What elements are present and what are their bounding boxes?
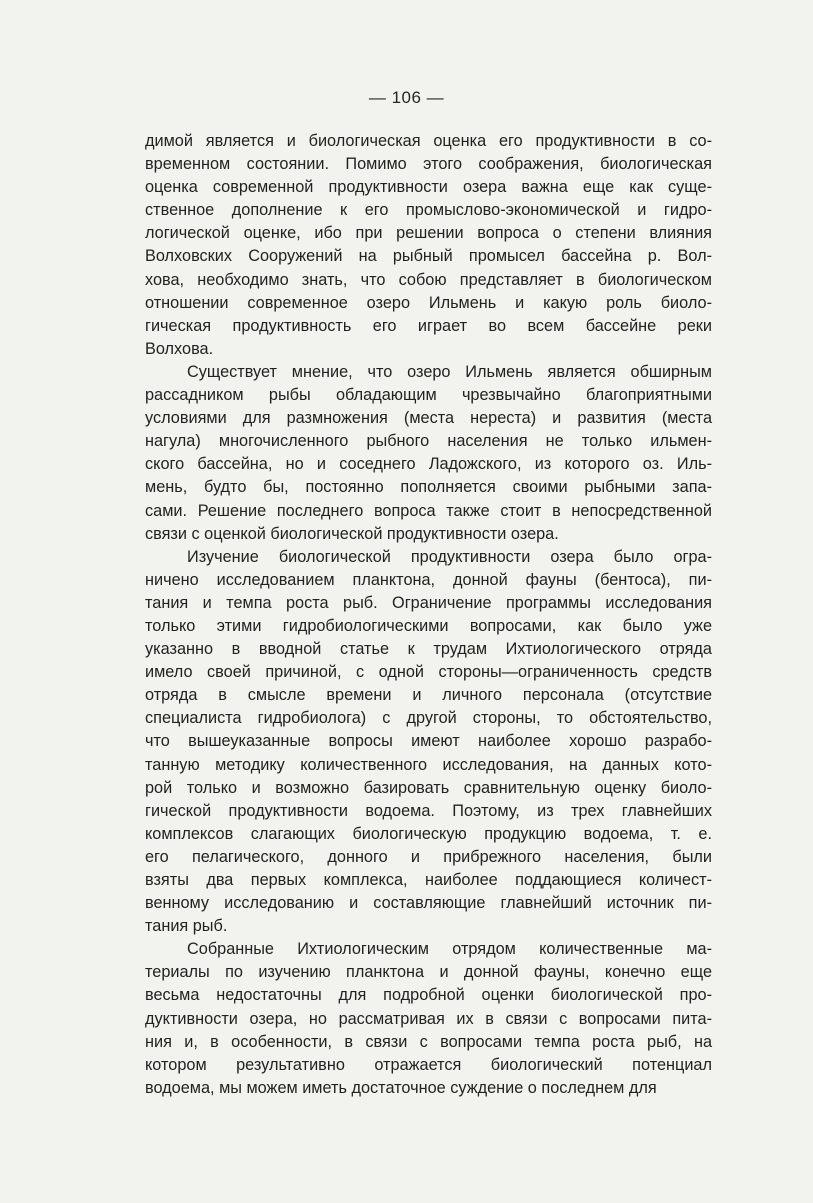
text-line: связи с оценкой биологической продуктивности озера. xyxy=(145,524,559,543)
paragraph xyxy=(145,130,712,361)
text-line: отряда в смысле времени и личного персонала (отсутствие xyxy=(145,686,712,705)
text-line: териалы по изучению планктона и донной фауны, конечно еще xyxy=(145,963,712,982)
text-line: мень, будто бы, постоянно пополняется своими рыбными запа- xyxy=(145,478,712,497)
text-line: котором результативно отражается биологический потенциал xyxy=(145,1055,712,1074)
paragraph xyxy=(145,546,712,939)
paragraph xyxy=(145,938,712,1100)
text-line: указанно в вводной статье к трудам Ихтиологического отряда xyxy=(145,640,712,659)
text-line: рассадником рыбы обладающим чрезвычайно благоприятными xyxy=(145,386,712,405)
text-line: условиями для размножения (места нереста) и развития (места xyxy=(145,409,712,428)
text-line: венному исследованию и составляющие главнейший источник пи- xyxy=(145,894,712,913)
text-line: что вышеуказанные вопросы имеют наиболее хорошо разрабо- xyxy=(145,732,712,751)
text-line: только этими гидробиологическими вопросами, как было уже xyxy=(145,616,712,635)
text-line: временном состоянии. Помимо этого соображения, биологическая xyxy=(145,155,712,174)
text-line: отношении современное озеро Ильмень и какую роль биоло- xyxy=(145,293,712,312)
text-line: Изучение биологической продуктивности озера было огра- xyxy=(187,547,712,566)
text-line: ничено исследованием планктона, донной фауны (бентоса), пи- xyxy=(145,570,712,589)
text-line: тания рыб. xyxy=(145,917,228,936)
text-line: его пелагического, донного и прибрежного населения, были xyxy=(145,847,712,866)
text-line: Волховских Сооружений на рыбный промысел бассейна р. Вол- xyxy=(145,247,712,266)
paragraph xyxy=(145,361,712,546)
text-line: взяты два первых комплекса, наиболее поддающиеся количест- xyxy=(145,871,712,889)
text-line: ского бассейна, но и соседнего Ладожского, из которого оз. Иль- xyxy=(145,455,712,474)
text-line: ния и, в особенности, в связи с вопросами темпа роста рыб, на xyxy=(145,1032,712,1051)
text-line: дуктивности озера, но рассматривая их в связи с вопросами пита- xyxy=(145,1009,712,1028)
page-number: — 106 — xyxy=(368,88,445,107)
text-line: ственное дополнение к его промыслово-экономической и гидро- xyxy=(145,201,712,220)
text-line: весьма недостаточны для подробной оценки биологической про- xyxy=(145,986,712,1005)
text-line: танную методику количественного исследования, на данных кото- xyxy=(145,755,712,774)
text-line: тания и темпа роста рыб. Ограничение программы исследования xyxy=(145,593,712,612)
text-line: нагула) многочисленного рыбного населения не только ильмен- xyxy=(145,432,712,451)
text-line: логической оценке, ибо при решении вопроса о степени влияния xyxy=(145,224,712,243)
text-line: Существует мнение, что озеро Ильмень является обширным xyxy=(187,362,712,381)
body-text xyxy=(145,130,712,1100)
text-line: гической продуктивности водоема. Поэтому, из трех главнейших xyxy=(145,801,712,820)
text-line: димой является и биологическая оценка его продуктивности в со- xyxy=(145,132,712,150)
text-line: водоема, мы можем иметь достаточное суждение о последнем для xyxy=(145,1078,657,1097)
text-line: Волхова. xyxy=(145,339,214,358)
text-line: Собранные Ихтиологическим отрядом количественные ма- xyxy=(187,940,712,959)
text-line: специалиста гидробиолога) с другой стороны, то обстоятельство, xyxy=(145,709,712,728)
text-line: оценка современной продуктивности озера важна еще как суще- xyxy=(145,178,712,197)
text-line: комплексов слагающих биологическую продукцию водоема, т. е. xyxy=(145,824,712,843)
text-line: сами. Решение последнего вопроса также стоит в непосредственной xyxy=(145,501,712,520)
text-line: имело своей причиной, с одной стороны—ограниченность средств xyxy=(145,663,712,682)
text-line: хова, необходимо знать, что собою представляет в биологическом xyxy=(145,270,712,289)
text-line: рой только и возможно базировать сравнительную оценку биоло- xyxy=(145,778,712,797)
text-line: гическая продуктивность его играет во всем бассейне реки xyxy=(145,316,712,335)
